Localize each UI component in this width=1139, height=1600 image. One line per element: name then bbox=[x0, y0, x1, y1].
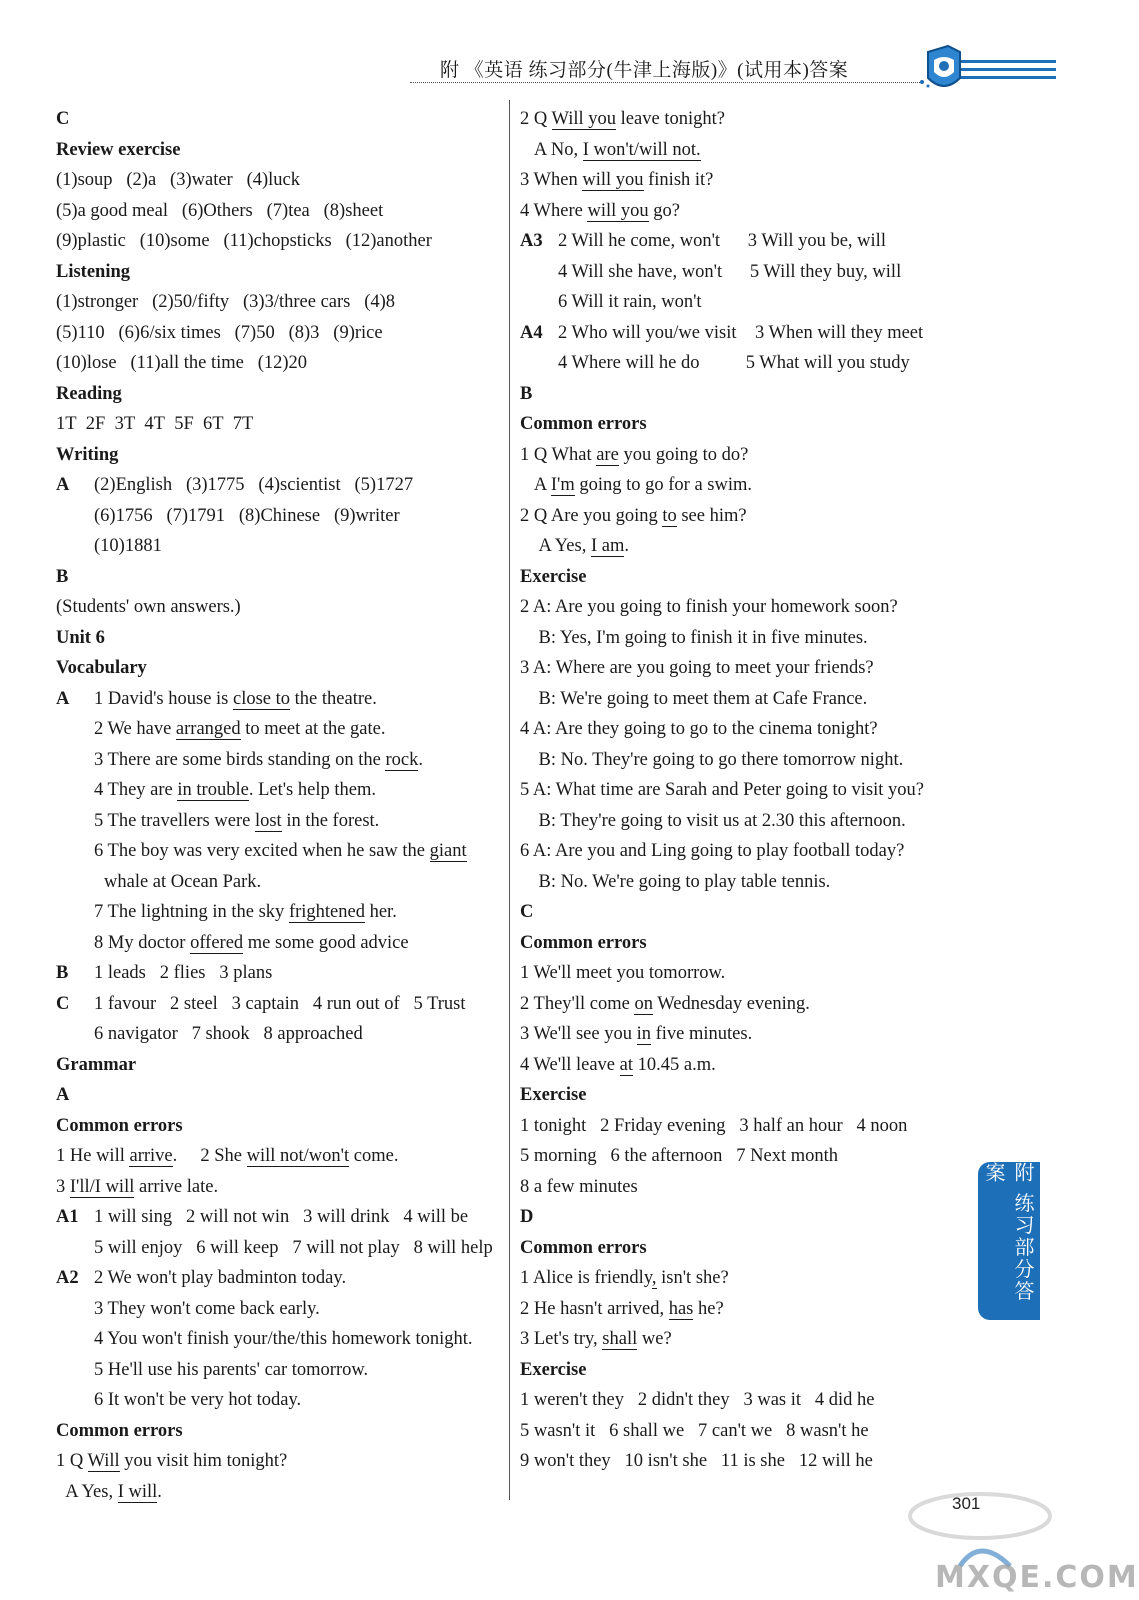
answer-line bbox=[520, 623, 980, 654]
answer-text: in the forest. bbox=[281, 810, 380, 831]
answer-text: 2 They'll come bbox=[520, 993, 635, 1014]
labeled-answer-line bbox=[520, 226, 980, 257]
answer-line bbox=[520, 836, 980, 867]
answer-underline: in bbox=[636, 1024, 651, 1044]
exercise-label: A2 bbox=[56, 1268, 79, 1288]
answer-text: 2 Q bbox=[520, 109, 552, 129]
answer-text: to meet at the gate. bbox=[240, 719, 386, 739]
exercise-label: B bbox=[56, 963, 69, 983]
section-heading bbox=[520, 1080, 980, 1111]
answer-underline: I will bbox=[117, 1481, 158, 1502]
answer-text: 4 Where bbox=[520, 200, 588, 221]
exercise-label: A3 bbox=[520, 231, 543, 251]
heading-text: Reading bbox=[56, 383, 122, 404]
answer-line bbox=[56, 1172, 504, 1203]
answer-text: 4 They are bbox=[94, 780, 178, 800]
answer-line bbox=[56, 867, 504, 898]
answer-text: arrive late. bbox=[134, 1176, 219, 1197]
labeled-answer-line bbox=[520, 318, 980, 349]
header-divider bbox=[410, 82, 920, 83]
answer-text: he? bbox=[693, 1298, 724, 1319]
answer-text: her. bbox=[364, 902, 397, 922]
answer-underline: at bbox=[619, 1054, 633, 1075]
answer-line bbox=[520, 745, 980, 776]
answer-text: leave tonight? bbox=[616, 109, 725, 129]
answer-text: we? bbox=[637, 1329, 672, 1349]
answer-line bbox=[56, 1446, 504, 1477]
answer-underline: are bbox=[596, 444, 619, 465]
answer-line bbox=[56, 409, 504, 440]
answer-text: come. bbox=[349, 1146, 399, 1166]
answer-line bbox=[520, 1111, 980, 1142]
answer-line bbox=[520, 1446, 980, 1477]
answer-line bbox=[56, 318, 504, 349]
answer-line bbox=[56, 501, 504, 532]
answer-text: 3 Let's try, bbox=[520, 1329, 603, 1349]
answer-text: 3 A: Where are you going to meet your friends? bbox=[520, 658, 874, 678]
answer-text: 1 Q bbox=[56, 1451, 88, 1471]
answer-line bbox=[520, 684, 980, 715]
watermark-text: MXQE.COM bbox=[935, 1560, 1139, 1595]
answer-line bbox=[520, 714, 980, 745]
heading-text: Common errors bbox=[520, 1237, 647, 1258]
answer-text: (10)1881 bbox=[94, 536, 162, 556]
answer-line bbox=[56, 775, 504, 806]
answer-text: 1 weren't they 2 didn't they 3 was it 4 did he bbox=[520, 1390, 875, 1410]
answer-text: 1 tonight 2 Friday evening 3 half an hour 4 noon bbox=[520, 1115, 908, 1136]
answer-text: 6 Will it rain, won't bbox=[558, 292, 702, 312]
section-heading bbox=[520, 379, 980, 410]
answer-underline: frightened bbox=[288, 902, 365, 922]
answer-line bbox=[520, 104, 980, 135]
answer-text: 8 My doctor bbox=[94, 932, 191, 953]
answer-text: A Yes, bbox=[520, 536, 591, 556]
answer-underline: offered bbox=[190, 932, 244, 953]
section-heading bbox=[56, 379, 504, 410]
answer-text: isn't she? bbox=[656, 1268, 729, 1288]
answer-line bbox=[520, 470, 980, 501]
labeled-answer-line bbox=[56, 1263, 504, 1294]
answer-text: (1)soup (2)a (3)water (4)luck bbox=[56, 170, 301, 190]
exercise-label: A bbox=[56, 688, 70, 709]
answer-text: you visit him tonight? bbox=[119, 1451, 288, 1471]
answer-text: 6 It won't be very hot today. bbox=[94, 1390, 302, 1410]
answer-line bbox=[56, 531, 504, 562]
answer-line bbox=[56, 1233, 504, 1264]
heading-text: Exercise bbox=[520, 1085, 587, 1105]
section-heading bbox=[520, 1355, 980, 1386]
exercise-label: A1 bbox=[56, 1207, 79, 1227]
section-heading bbox=[520, 928, 980, 959]
answer-text: 1T 2F 3T 4T 5F 6T 7T bbox=[56, 414, 254, 434]
answer-line bbox=[56, 196, 504, 227]
page-number: 301 bbox=[952, 1494, 981, 1513]
answer-text: 4 You won't finish your/the/this homework tonight. bbox=[94, 1329, 473, 1349]
answer-text: you going to do? bbox=[618, 444, 749, 465]
answer-underline: rock bbox=[385, 749, 419, 770]
answer-text: 5 The travellers were bbox=[94, 810, 255, 831]
answer-line bbox=[520, 1294, 980, 1325]
answer-text: 10.45 a.m. bbox=[632, 1054, 716, 1075]
answer-line bbox=[56, 226, 504, 257]
heading-text: B bbox=[520, 383, 533, 404]
answer-text: A Yes, bbox=[56, 1481, 118, 1502]
answer-column-left bbox=[56, 104, 504, 1507]
answer-text: 1 David's house is bbox=[94, 688, 233, 709]
header-title: 附 《英语 练习部分(牛津上海版)》(试用本)答案 bbox=[440, 60, 849, 81]
answer-line bbox=[520, 958, 980, 989]
section-heading bbox=[56, 104, 504, 135]
answer-text: B: No. They're going to go there tomorrow night. bbox=[520, 749, 904, 770]
section-heading bbox=[520, 897, 980, 928]
answer-text: 8 a few minutes bbox=[520, 1176, 638, 1197]
answer-underline: arrive bbox=[129, 1146, 173, 1166]
heading-text: Exercise bbox=[520, 1359, 587, 1380]
answer-text: (5)110 (6)6/six times (7)50 (8)3 (9)rice bbox=[56, 322, 383, 343]
answer-text: 4 Will she have, won't 5 Will they buy, will bbox=[558, 261, 902, 282]
answer-text: 6 A: Are you and Ling going to play football today? bbox=[520, 841, 905, 861]
section-heading bbox=[56, 135, 504, 166]
answer-line bbox=[520, 501, 980, 532]
section-heading bbox=[520, 1233, 980, 1264]
heading-text: Review exercise bbox=[56, 139, 181, 160]
answer-text: 6 The boy was very excited when he saw the bbox=[94, 841, 430, 861]
answer-text: 5 morning 6 the afternoon 7 Next month bbox=[520, 1146, 839, 1166]
answer-underline: to bbox=[662, 505, 677, 526]
answer-text: Wednesday evening. bbox=[652, 993, 810, 1014]
answer-line bbox=[520, 1324, 980, 1355]
answer-text: (1)stronger (2)50/fifty (3)3/three cars (4)8 bbox=[56, 292, 396, 312]
answer-line bbox=[520, 989, 980, 1020]
answer-line bbox=[520, 806, 980, 837]
answer-underline: in trouble bbox=[177, 780, 249, 800]
section-heading bbox=[56, 653, 504, 684]
answer-text: 2 Who will you/we visit 3 When will they meet bbox=[558, 322, 924, 343]
answer-underline: arranged bbox=[175, 719, 241, 739]
answer-line bbox=[520, 440, 980, 471]
side-tab: 附 练习部分答案 bbox=[978, 1162, 1040, 1320]
answer-line bbox=[56, 1385, 504, 1416]
answer-underline: lost bbox=[254, 810, 282, 831]
answer-text: (9)plastic (10)some (11)chopsticks (12)another bbox=[56, 231, 432, 251]
answer-text: 4 We'll leave bbox=[520, 1054, 620, 1075]
answer-line bbox=[520, 1385, 980, 1416]
answer-text: (6)1756 (7)1791 (8)Chinese (9)writer bbox=[94, 505, 400, 526]
labeled-answer-line bbox=[56, 989, 504, 1020]
answer-line bbox=[520, 1172, 980, 1203]
answer-text: 1 will sing 2 will not win 3 will drink 4 will be bbox=[94, 1207, 469, 1227]
answer-text: 4 Where will he do 5 What will you study bbox=[558, 353, 910, 373]
answer-text: 5 wasn't it 6 shall we 7 can't we 8 wasn't he bbox=[520, 1420, 869, 1441]
labeled-answer-line bbox=[56, 958, 504, 989]
answer-text: me some good advice bbox=[243, 932, 409, 953]
heading-text: Common errors bbox=[56, 1115, 183, 1136]
heading-text: Common errors bbox=[520, 414, 647, 434]
section-heading bbox=[56, 623, 504, 654]
answer-line bbox=[520, 531, 980, 562]
answer-line bbox=[56, 1324, 504, 1355]
answer-line bbox=[56, 897, 504, 928]
section-heading bbox=[520, 409, 980, 440]
answer-text: 2 A: Are you going to finish your homework soon? bbox=[520, 597, 898, 617]
heading-text: C bbox=[520, 902, 534, 922]
publisher-logo-icon bbox=[918, 38, 1058, 98]
heading-text: Writing bbox=[56, 444, 119, 465]
answer-text: 3 bbox=[56, 1176, 70, 1197]
answer-text: 5 A: What time are Sarah and Peter going to visit you? bbox=[520, 780, 925, 800]
column-divider bbox=[509, 100, 510, 1500]
section-heading bbox=[56, 1111, 504, 1142]
section-heading bbox=[56, 1080, 504, 1111]
answer-line bbox=[520, 257, 980, 288]
heading-text: Listening bbox=[56, 261, 131, 282]
answer-line bbox=[520, 867, 980, 898]
answer-text: 3 They won't come back early. bbox=[94, 1298, 320, 1319]
answer-line bbox=[520, 135, 980, 166]
heading-text: Common errors bbox=[56, 1420, 183, 1441]
answer-text: B: They're going to visit us at 2.30 this afternoon. bbox=[520, 810, 906, 831]
answer-text: B: No. We're going to play table tennis. bbox=[520, 871, 831, 892]
answer-column-right bbox=[520, 104, 980, 1477]
heading-text: A bbox=[56, 1085, 70, 1105]
answer-line bbox=[56, 745, 504, 776]
answer-underline: I'm bbox=[550, 475, 575, 495]
answer-line bbox=[520, 165, 980, 196]
answer-line bbox=[56, 348, 504, 379]
answer-text: . bbox=[157, 1481, 162, 1502]
answer-text: . bbox=[418, 749, 423, 770]
answer-line bbox=[520, 287, 980, 318]
answer-text: (Students' own answers.) bbox=[56, 597, 241, 617]
section-heading bbox=[56, 257, 504, 288]
heading-text: Unit 6 bbox=[56, 627, 105, 648]
answer-text: 2 Q Are you going bbox=[520, 505, 663, 526]
heading-text: Vocabulary bbox=[56, 658, 147, 678]
exercise-label: A4 bbox=[520, 322, 543, 343]
answer-underline: on bbox=[634, 993, 653, 1014]
answer-text: 1 favour 2 steel 3 captain 4 run out of 5 Trust bbox=[94, 993, 466, 1014]
answer-line bbox=[56, 1355, 504, 1386]
answer-text: 1 He will bbox=[56, 1146, 130, 1166]
answer-line bbox=[520, 196, 980, 227]
heading-text: Grammar bbox=[56, 1054, 137, 1075]
section-heading bbox=[520, 562, 980, 593]
answer-text: (5)a good meal (6)Others (7)tea (8)sheet bbox=[56, 200, 384, 221]
answer-underline: will not/won't bbox=[246, 1146, 350, 1166]
answer-line bbox=[56, 806, 504, 837]
answer-line bbox=[56, 592, 504, 623]
section-heading bbox=[56, 1050, 504, 1081]
answer-text: A No, bbox=[520, 139, 583, 160]
answer-text: B: Yes, I'm going to finish it in five minutes. bbox=[520, 627, 868, 648]
answer-text: . 2 She bbox=[172, 1146, 247, 1166]
answer-underline: I'll/I will bbox=[69, 1176, 135, 1197]
answer-text: . Let's help them. bbox=[248, 780, 376, 800]
section-heading bbox=[56, 440, 504, 471]
answer-line bbox=[56, 1294, 504, 1325]
heading-text: Common errors bbox=[520, 932, 647, 953]
answer-line bbox=[56, 928, 504, 959]
answer-text: 2 We have bbox=[94, 719, 176, 739]
answer-text: five minutes. bbox=[650, 1024, 753, 1044]
answer-underline: I am bbox=[590, 536, 625, 556]
answer-line bbox=[56, 1141, 504, 1172]
answer-text: 1 Q What bbox=[520, 444, 597, 465]
answer-text: 7 The lightning in the sky bbox=[94, 902, 289, 922]
answer-text: 9 won't they 10 isn't she 11 is she 12 will he bbox=[520, 1451, 873, 1471]
answer-text: see him? bbox=[676, 505, 747, 526]
answer-line bbox=[520, 1050, 980, 1081]
answer-line bbox=[56, 836, 504, 867]
answer-text: B: We're going to meet them at Cafe France. bbox=[520, 688, 868, 709]
answer-line bbox=[520, 592, 980, 623]
answer-line bbox=[56, 714, 504, 745]
answer-text: 5 will enjoy 6 will keep 7 will not play 8 will help bbox=[94, 1237, 493, 1258]
answer-text: 2 He hasn't arrived, bbox=[520, 1298, 669, 1319]
answer-underline: Will you bbox=[551, 109, 617, 129]
answer-underline: shall bbox=[602, 1329, 638, 1349]
answer-line bbox=[520, 348, 980, 379]
answer-line bbox=[520, 1263, 980, 1294]
answer-text: 6 navigator 7 shook 8 approached bbox=[94, 1024, 363, 1044]
answer-text: 3 There are some birds standing on the bbox=[94, 749, 386, 770]
answer-line bbox=[56, 1477, 504, 1508]
answer-underline: will you bbox=[587, 200, 649, 221]
section-heading bbox=[520, 1202, 980, 1233]
answer-text: 4 A: Are they going to go to the cinema tonight? bbox=[520, 719, 878, 739]
answer-underline: I won't/will not. bbox=[582, 139, 701, 160]
answer-underline: will you bbox=[582, 170, 644, 190]
answer-text: 3 We'll see you bbox=[520, 1024, 637, 1044]
heading-text: Exercise bbox=[520, 566, 587, 587]
answer-underline: giant bbox=[429, 841, 467, 861]
answer-line bbox=[520, 1019, 980, 1050]
answer-text: . bbox=[624, 536, 629, 556]
answer-underline: , bbox=[651, 1268, 657, 1288]
answer-underline: Will bbox=[87, 1451, 120, 1471]
exercise-label: A bbox=[56, 475, 70, 495]
answer-text: 2 Will he come, won't 3 Will you be, will bbox=[558, 231, 886, 251]
answer-text: go? bbox=[648, 200, 680, 221]
answer-text: 1 Alice is friendly bbox=[520, 1268, 652, 1288]
answer-text: (10)lose (11)all the time (12)20 bbox=[56, 353, 308, 373]
answer-text: the theatre. bbox=[290, 688, 377, 709]
answer-underline: has bbox=[668, 1298, 694, 1319]
answer-text: A bbox=[520, 475, 551, 495]
answer-text: 1 leads 2 flies 3 plans bbox=[94, 963, 273, 983]
labeled-answer-line bbox=[56, 684, 504, 715]
answer-text: going to go for a swim. bbox=[574, 475, 753, 495]
section-heading bbox=[56, 1416, 504, 1447]
answer-text: finish it? bbox=[643, 170, 714, 190]
answer-text: 1 We'll meet you tomorrow. bbox=[520, 963, 726, 983]
answer-line bbox=[56, 165, 504, 196]
answer-line bbox=[520, 1141, 980, 1172]
labeled-answer-line bbox=[56, 470, 504, 501]
answer-line bbox=[520, 653, 980, 684]
answer-text: 5 He'll use his parents' car tomorrow. bbox=[94, 1359, 369, 1380]
answer-line bbox=[520, 1416, 980, 1447]
heading-text: D bbox=[520, 1207, 534, 1227]
exercise-label: C bbox=[56, 993, 70, 1014]
answer-line bbox=[56, 1019, 504, 1050]
answer-line bbox=[56, 287, 504, 318]
answer-line bbox=[520, 775, 980, 806]
heading-text: B bbox=[56, 566, 69, 587]
answer-underline: close to bbox=[233, 688, 291, 709]
section-heading bbox=[56, 562, 504, 593]
answer-text: (2)English (3)1775 (4)scientist (5)1727 bbox=[94, 475, 414, 495]
answer-text: whale at Ocean Park. bbox=[104, 871, 262, 892]
answer-text: 2 We won't play badminton today. bbox=[94, 1268, 347, 1288]
answer-text: 3 When bbox=[520, 170, 583, 190]
heading-text: C bbox=[56, 109, 70, 129]
labeled-answer-line bbox=[56, 1202, 504, 1233]
